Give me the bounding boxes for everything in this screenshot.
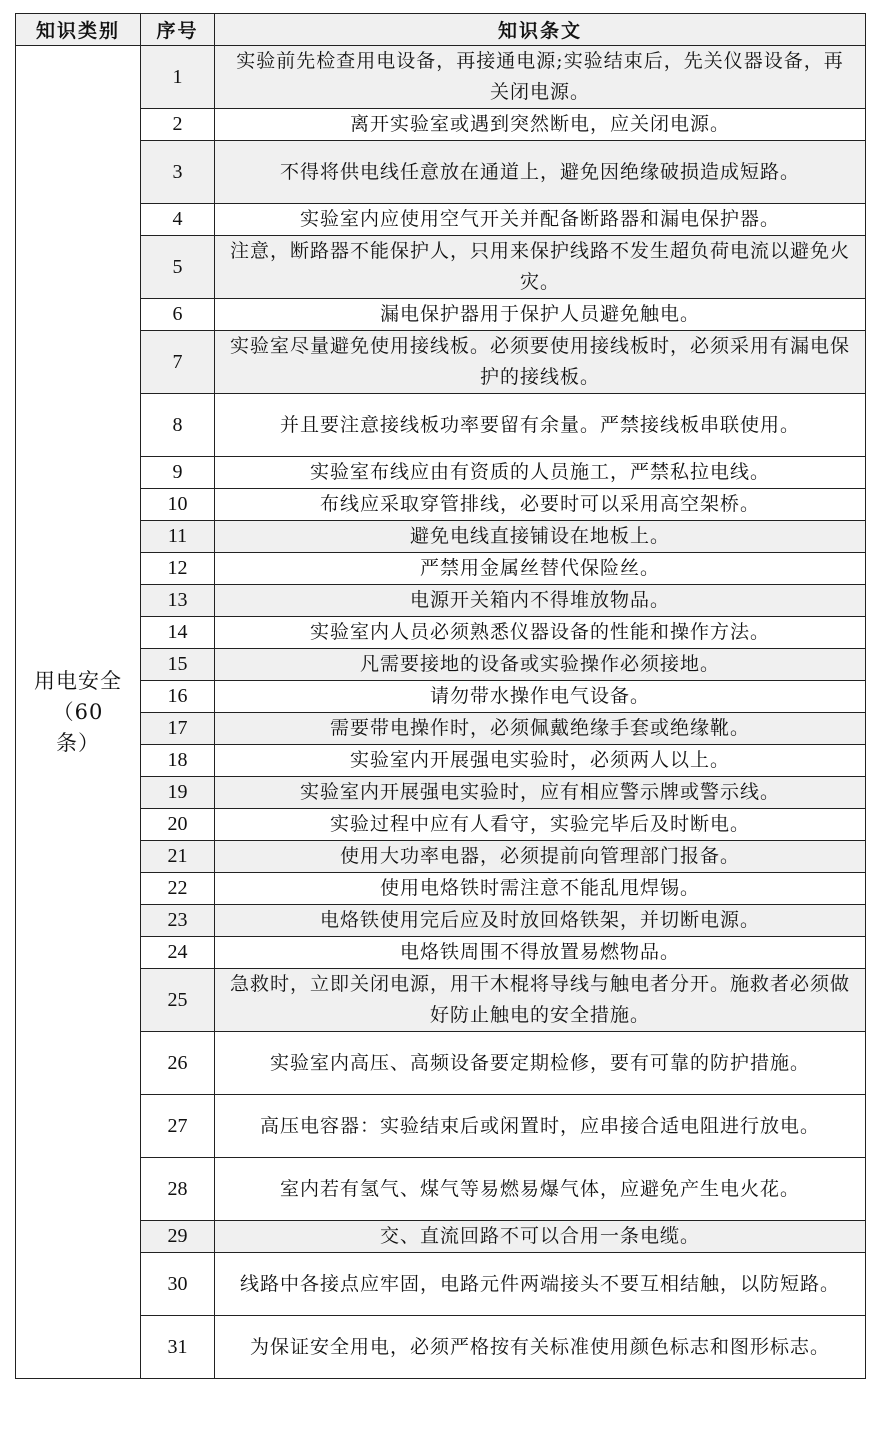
table-body	[16, 46, 866, 1379]
row-number: 9	[141, 457, 215, 489]
row-text: 实验室内应使用空气开关并配备断路器和漏电保护器。	[215, 204, 866, 236]
row-text: 使用大功率电器，必须提前向管理部门报备。	[215, 841, 866, 873]
row-text: 不得将供电线任意放在通道上，避免因绝缘破损造成短路。	[215, 141, 866, 204]
row-number: 11	[141, 521, 215, 553]
row-text: 实验室布线应由有资质的人员施工，严禁私拉电线。	[215, 457, 866, 489]
category-count-suffix: 条）	[56, 730, 100, 755]
category-count: （60	[52, 699, 104, 724]
table-row	[16, 681, 866, 713]
table-row	[16, 713, 866, 745]
row-text: 交、直流回路不可以合用一条电缆。	[215, 1221, 866, 1253]
table-row	[16, 141, 866, 204]
row-number: 14	[141, 617, 215, 649]
table-row	[16, 46, 866, 109]
row-number: 24	[141, 937, 215, 969]
row-text: 请勿带水操作电气设备。	[215, 681, 866, 713]
table-row	[16, 777, 866, 809]
row-text: 实验室内开展强电实验时，应有相应警示牌或警示线。	[215, 777, 866, 809]
table-row	[16, 236, 866, 299]
table-row	[16, 1032, 866, 1095]
table-row	[16, 969, 866, 1032]
row-number: 16	[141, 681, 215, 713]
table-row	[16, 204, 866, 236]
row-number: 26	[141, 1032, 215, 1095]
row-number: 12	[141, 553, 215, 585]
row-number: 15	[141, 649, 215, 681]
row-number: 2	[141, 109, 215, 141]
row-text: 高压电容器：实验结束后或闲置时，应串接合适电阻进行放电。	[215, 1095, 866, 1158]
row-number: 21	[141, 841, 215, 873]
table-row	[16, 109, 866, 141]
table-row	[16, 1095, 866, 1158]
row-text: 实验前先检查用电设备，再接通电源;实验结束后，先关仪器设备，再关闭电源。	[215, 46, 866, 109]
row-text: 布线应采取穿管排线，必要时可以采用高空架桥。	[215, 489, 866, 521]
row-number: 18	[141, 745, 215, 777]
row-text: 离开实验室或遇到突然断电，应关闭电源。	[215, 109, 866, 141]
knowledge-table	[15, 13, 866, 1379]
table-row	[16, 905, 866, 937]
row-number: 28	[141, 1158, 215, 1221]
table-row	[16, 394, 866, 457]
row-number: 4	[141, 204, 215, 236]
table-row	[16, 1253, 866, 1316]
table-row	[16, 1316, 866, 1379]
row-text: 注意，断路器不能保护人，只用来保护线路不发生超负荷电流以避免火灾。	[215, 236, 866, 299]
header-row	[16, 14, 866, 46]
row-number: 17	[141, 713, 215, 745]
row-text: 电源开关箱内不得堆放物品。	[215, 585, 866, 617]
table-row	[16, 1221, 866, 1253]
header-number: 序号	[141, 14, 215, 46]
row-number: 31	[141, 1316, 215, 1379]
category-cell	[16, 46, 141, 1379]
table-row	[16, 585, 866, 617]
row-number: 19	[141, 777, 215, 809]
header-category: 知识类别	[16, 14, 141, 46]
row-number: 1	[141, 46, 215, 109]
table-row	[16, 331, 866, 394]
table-row	[16, 489, 866, 521]
row-number: 6	[141, 299, 215, 331]
row-number: 23	[141, 905, 215, 937]
table-row	[16, 873, 866, 905]
row-text: 线路中各接点应牢固，电路元件两端接头不要互相结触，以防短路。	[215, 1253, 866, 1316]
table-row	[16, 745, 866, 777]
row-number: 13	[141, 585, 215, 617]
row-text: 需要带电操作时，必须佩戴绝缘手套或绝缘靴。	[215, 713, 866, 745]
row-number: 7	[141, 331, 215, 394]
row-number: 5	[141, 236, 215, 299]
row-number: 20	[141, 809, 215, 841]
row-number: 27	[141, 1095, 215, 1158]
row-number: 8	[141, 394, 215, 457]
table-row	[16, 521, 866, 553]
row-number: 3	[141, 141, 215, 204]
row-text: 严禁用金属丝替代保险丝。	[215, 553, 866, 585]
row-number: 29	[141, 1221, 215, 1253]
row-text: 实验室内人员必须熟悉仪器设备的性能和操作方法。	[215, 617, 866, 649]
row-number: 30	[141, 1253, 215, 1316]
table-row	[16, 553, 866, 585]
table-row	[16, 457, 866, 489]
table-row	[16, 649, 866, 681]
row-text: 使用电烙铁时需注意不能乱甩焊锡。	[215, 873, 866, 905]
table-row	[16, 841, 866, 873]
row-number: 22	[141, 873, 215, 905]
category-name: 用电安全	[34, 668, 122, 693]
row-text: 急救时，立即关闭电源，用干木棍将导线与触电者分开。施救者必须做好防止触电的安全措施。	[215, 969, 866, 1032]
row-text: 并且要注意接线板功率要留有余量。严禁接线板串联使用。	[215, 394, 866, 457]
row-text: 实验室内高压、高频设备要定期检修，要有可靠的防护措施。	[215, 1032, 866, 1095]
row-text: 漏电保护器用于保护人员避免触电。	[215, 299, 866, 331]
row-text: 为保证安全用电，必须严格按有关标准使用颜色标志和图形标志。	[215, 1316, 866, 1379]
row-number: 25	[141, 969, 215, 1032]
table-row	[16, 299, 866, 331]
header-text: 知识条文	[215, 14, 866, 46]
table-row	[16, 617, 866, 649]
row-text: 电烙铁周围不得放置易燃物品。	[215, 937, 866, 969]
row-text: 避免电线直接铺设在地板上。	[215, 521, 866, 553]
table-row	[16, 1158, 866, 1221]
row-text: 室内若有氢气、煤气等易燃易爆气体，应避免产生电火花。	[215, 1158, 866, 1221]
row-text: 实验室尽量避免使用接线板。必须要使用接线板时，必须采用有漏电保护的接线板。	[215, 331, 866, 394]
row-text: 电烙铁使用完后应及时放回烙铁架，并切断电源。	[215, 905, 866, 937]
row-text: 实验室内开展强电实验时，必须两人以上。	[215, 745, 866, 777]
row-text: 实验过程中应有人看守，实验完毕后及时断电。	[215, 809, 866, 841]
table-row	[16, 809, 866, 841]
row-number: 10	[141, 489, 215, 521]
table-header	[16, 14, 866, 46]
table-row	[16, 937, 866, 969]
row-text: 凡需要接地的设备或实验操作必须接地。	[215, 649, 866, 681]
